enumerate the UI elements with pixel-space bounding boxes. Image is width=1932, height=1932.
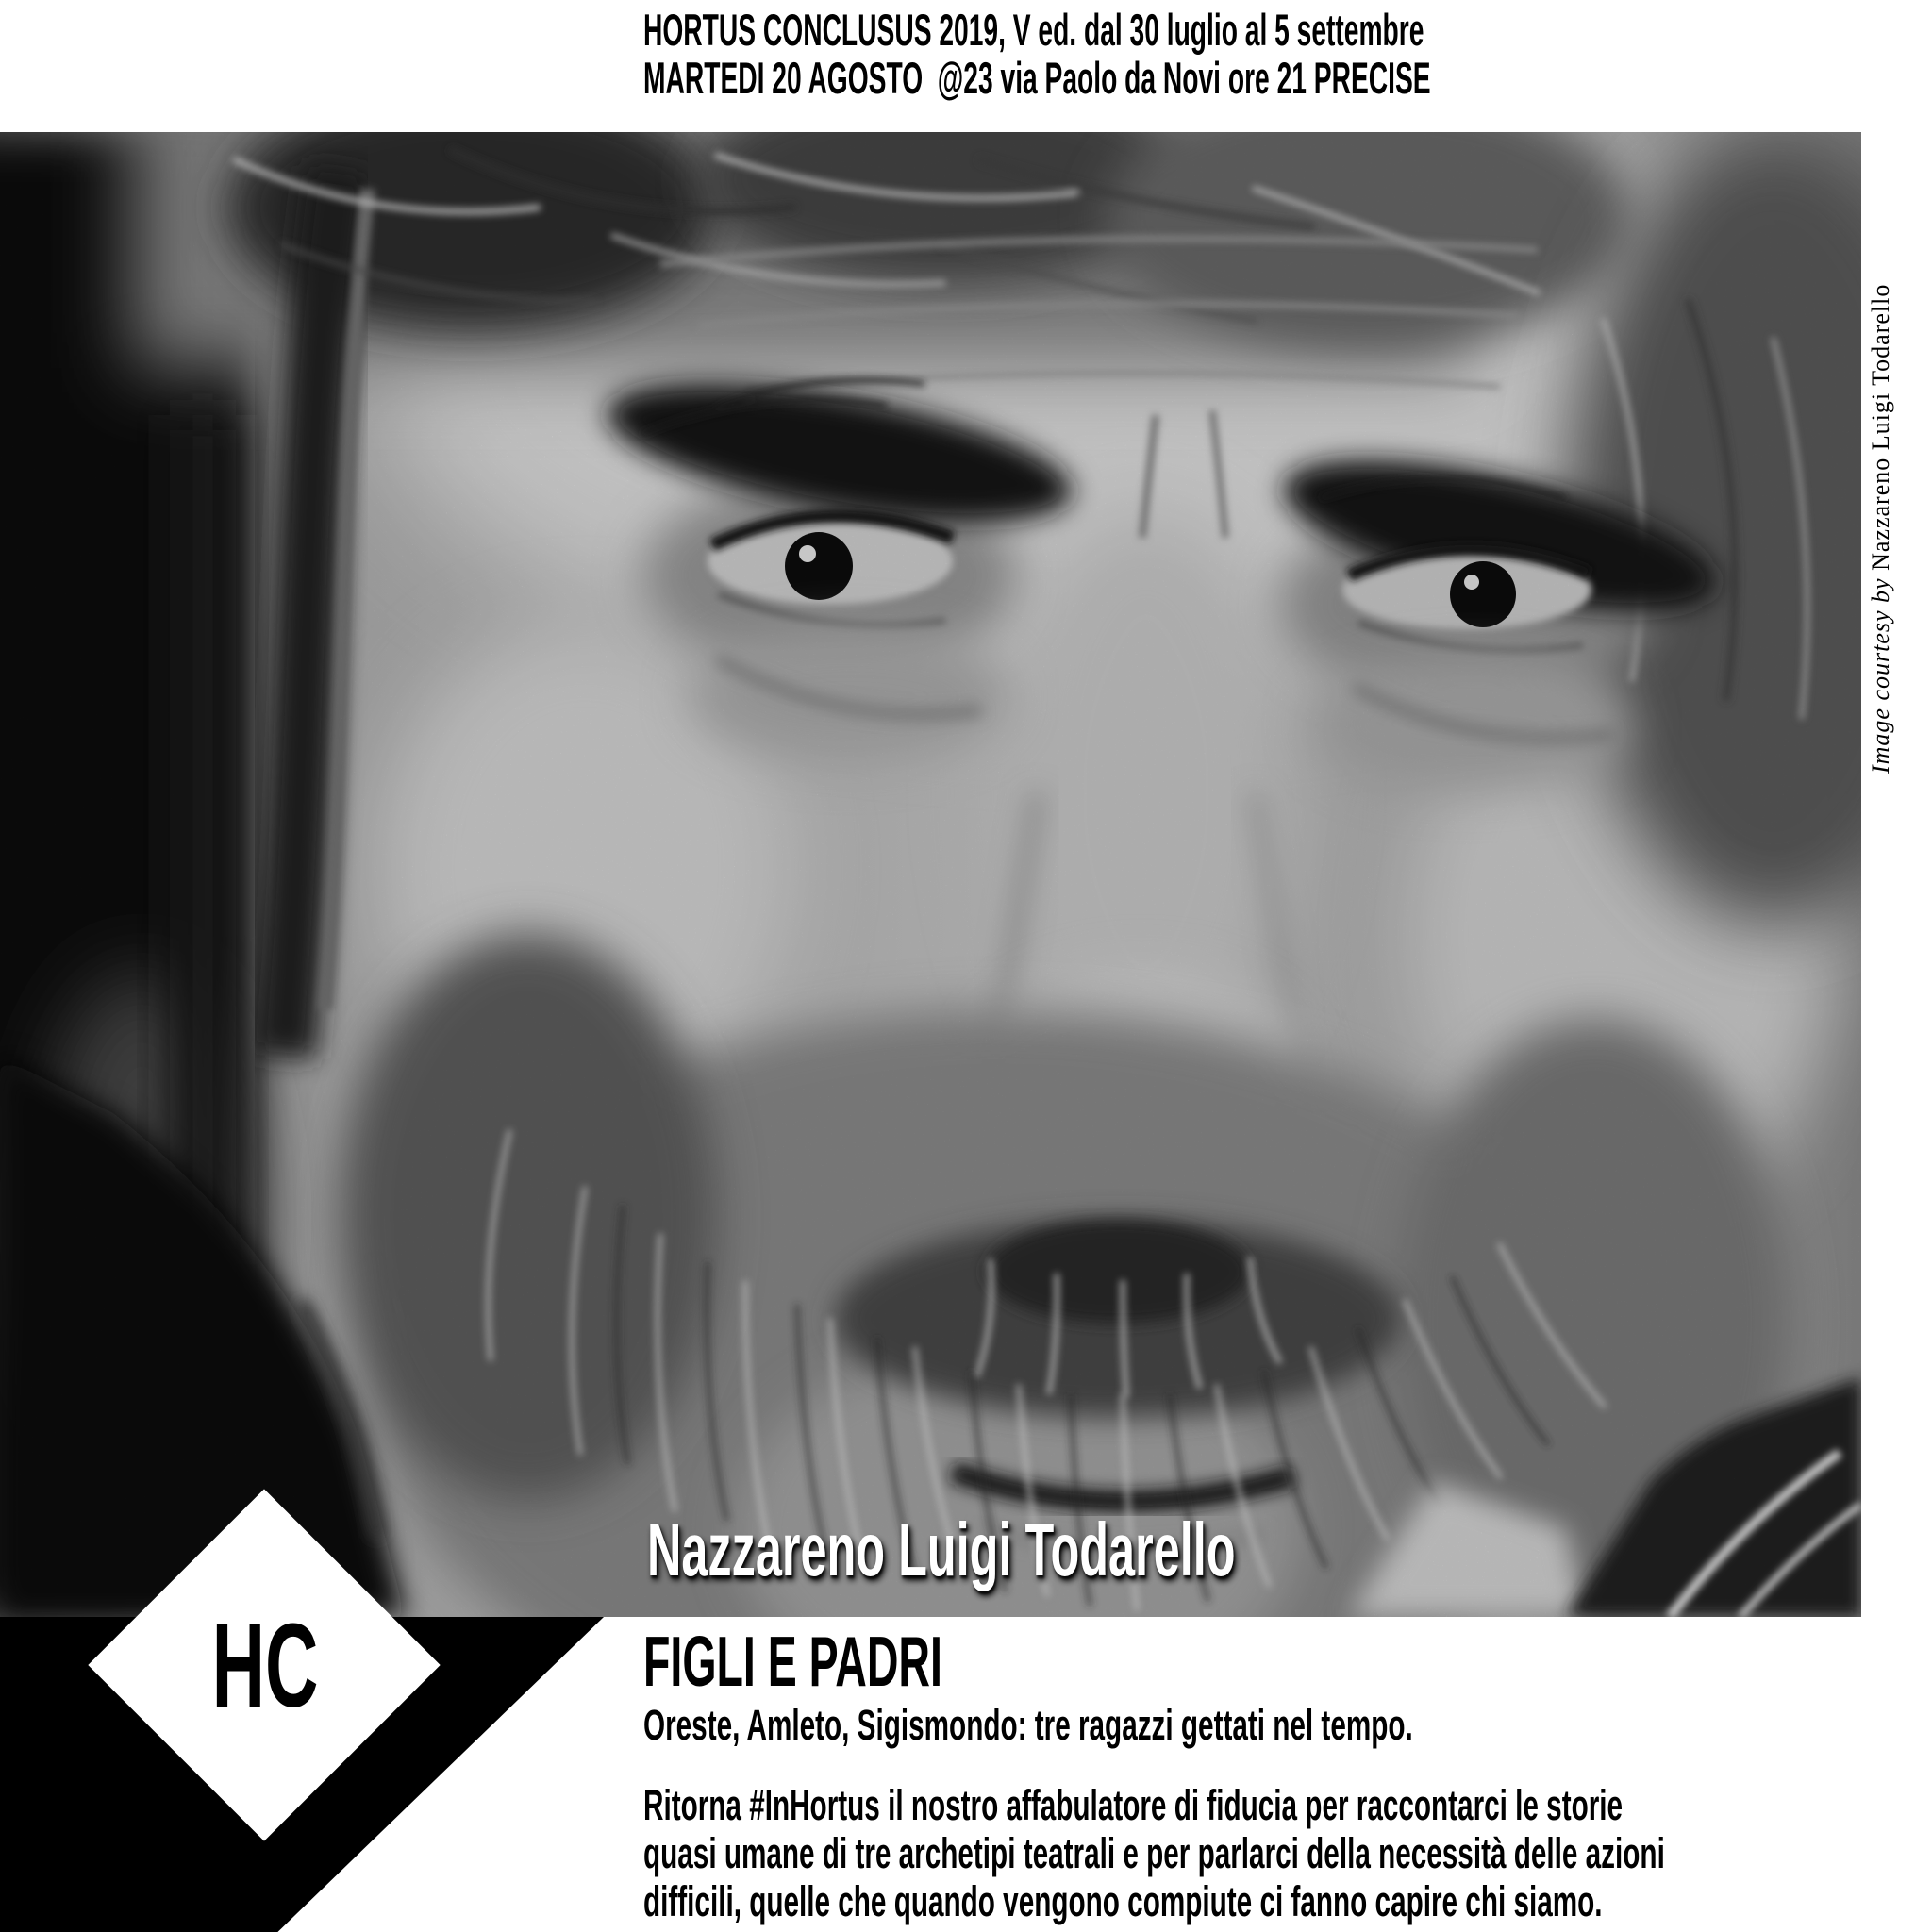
event-subtitle-text: Oreste, Amleto, Sigismondo: tre ragazzi gettati nel tempo. (643, 1701, 1413, 1749)
event-description-line-3: difficili, quelle che quando vengono compiute ci fanno capire chi siamo. (643, 1877, 1603, 1925)
photo-credit-name: Nazzareno Luigi Todarello (1867, 283, 1894, 571)
speaker-name-text: Nazzareno Luigi Todarello (647, 1507, 1236, 1591)
event-title-text: FIGLI E PADRI (643, 1622, 942, 1701)
portrait-photo (0, 132, 1861, 1617)
event-description (643, 1781, 1932, 1925)
photo-credit (1860, 279, 1902, 774)
event-title (643, 1622, 1932, 1701)
header-date-venue-line: MARTEDI 20 AGOSTO @23 via Paolo da Novi ore 21 PRECISE (643, 53, 1431, 103)
hc-logo-text: HC (211, 1599, 319, 1732)
event-description-line-1: Ritorna #InHortus il nostro affabulatore di fiducia per raccontarci le storie (643, 1781, 1624, 1829)
header (643, 6, 1932, 102)
event-description-line-2: quasi umane di tre archetipi teatrali e per parlarci della necessità delle azioni (643, 1829, 1665, 1877)
hc-logo-monogram (171, 1599, 359, 1732)
event-subtitle (643, 1701, 1932, 1749)
portrait-photo-art (0, 132, 1861, 1617)
header-edition-line: HORTUS CONCLUSUS 2019, V ed. dal 30 luglio al 5 settembre (643, 5, 1424, 55)
event-info (643, 1624, 1932, 1925)
photo-credit-prefix: Image courtesy by (1867, 570, 1894, 774)
speaker-name-overlay (647, 1507, 1581, 1591)
